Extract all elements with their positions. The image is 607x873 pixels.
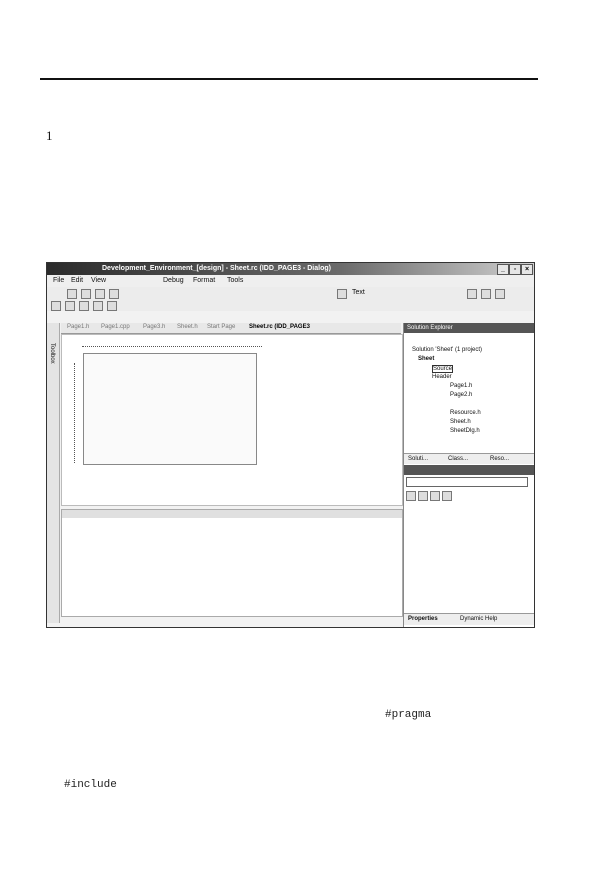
toolbox-strip[interactable] [47,323,60,623]
properties-object-select[interactable] [406,477,528,487]
properties-icon[interactable] [481,289,491,299]
editor-tabs [61,323,401,334]
properties-header [404,465,534,475]
tab-sheet-rc[interactable]: Sheet.rc (IDD_PAGE3 [249,324,310,330]
code-pragma: #pragma [385,709,432,721]
output-header [62,510,402,518]
window-title: Development_Environment_[design] - Sheet.rc (IDD_PAGE3 - Dialog) [102,265,331,272]
tab-solution[interactable]: Soluti... [408,456,429,462]
solution-explorer-icon[interactable] [467,289,477,299]
tab-start-page[interactable]: Start Page [207,324,236,330]
menu-view[interactable]: View [91,277,107,284]
align-top-icon[interactable] [93,301,103,311]
properties-view-icon[interactable] [430,491,440,501]
tree-sheetdlg-h[interactable]: SheetDlg.h [450,428,480,434]
make-same-size-icon[interactable] [107,301,117,311]
ruler [82,340,262,347]
tab-page1-cpp[interactable]: Page1.cpp [101,324,130,330]
page-number: 1 [46,128,53,143]
code-include: #include [64,779,117,791]
close-button[interactable]: × [521,264,533,275]
title-bar [47,263,534,275]
tree-page2-h[interactable]: Page2.h [450,392,473,398]
tab-class[interactable]: Class... [448,456,469,462]
tab-dynamic-help[interactable]: Dynamic Help [460,616,498,622]
horizontal-rule [40,78,538,80]
toolbar-layout [47,299,534,311]
menu-file[interactable]: File [53,277,65,284]
tab-page1-h[interactable]: Page1.h [67,324,90,330]
align-center-icon[interactable] [65,301,75,311]
text-toolbar-label[interactable]: Text [352,289,365,296]
toolbox-icon[interactable] [495,289,505,299]
menu-tools[interactable]: Tools [227,277,244,284]
align-left-icon[interactable] [51,301,61,311]
tree-page1-h[interactable]: Page1.h [450,383,473,389]
solution-explorer-header: Solution Explorer [404,323,534,333]
tree-sheet-h[interactable]: Sheet.h [450,419,471,425]
align-right-icon[interactable] [79,301,89,311]
dialog-surface[interactable] [83,353,257,465]
output-window[interactable] [61,509,403,617]
events-icon[interactable] [442,491,452,501]
menu-format[interactable]: Format [193,277,216,284]
toolbox-label: Toolbox [49,343,55,364]
menu-bar [47,275,534,287]
solution-tabs [404,453,534,464]
right-panel [403,323,534,627]
tab-properties[interactable]: Properties [408,616,438,622]
save-icon[interactable] [95,289,105,299]
properties-tabs [404,613,534,625]
categorized-icon[interactable] [406,491,416,501]
alphabetical-icon[interactable] [418,491,428,501]
tree-resource-h[interactable]: Resource.h [450,410,481,416]
minimize-button[interactable]: _ [497,264,509,275]
tree-header[interactable]: Header [432,374,452,380]
vertical-ruler [70,363,75,463]
new-project-icon[interactable] [67,289,77,299]
properties-toolbar [406,491,456,501]
toolbar-standard [47,287,534,299]
ide-screenshot [46,262,535,628]
menu-debug[interactable]: Debug [163,277,184,284]
tree-source[interactable]: Source [433,366,453,372]
solution-tree [404,337,534,453]
find-icon[interactable] [337,289,347,299]
tree-solution[interactable]: Solution 'Sheet' (1 project) [412,347,482,353]
tree-project[interactable]: Sheet [418,356,435,362]
tab-sheet-h[interactable]: Sheet.h [177,324,198,330]
tab-resource[interactable]: Reso... [490,456,510,462]
tab-page3-h[interactable]: Page3.h [143,324,166,330]
save-all-icon[interactable] [109,289,119,299]
maximize-button[interactable]: ▫ [509,264,521,275]
menu-edit[interactable]: Edit [71,277,84,284]
open-file-icon[interactable] [81,289,91,299]
